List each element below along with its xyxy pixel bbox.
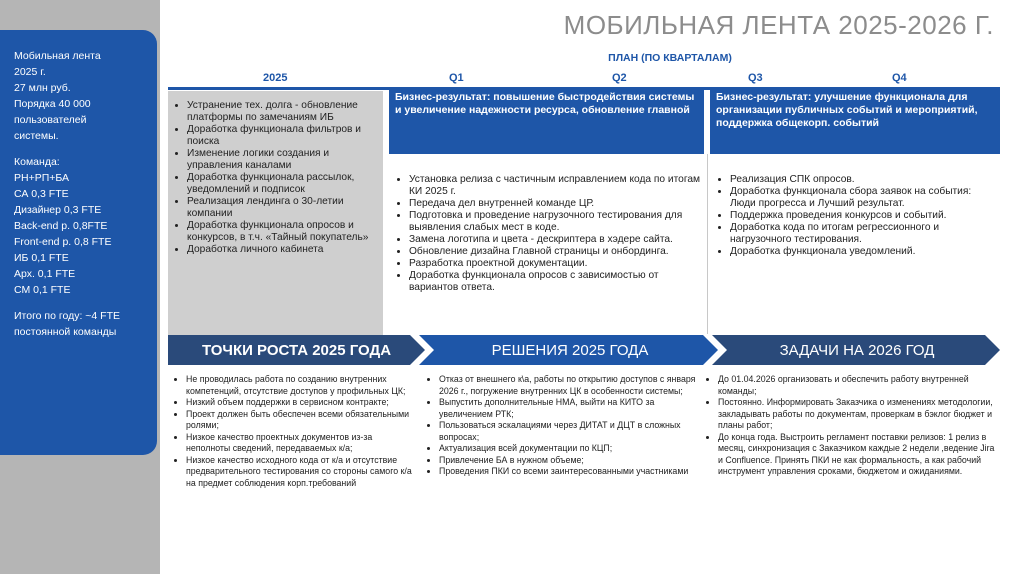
list-item: • Низкий объем поддержки в сервисном контракте; xyxy=(186,397,412,409)
list-item: • Поддержка проведения конкурсов и событий. xyxy=(730,210,998,222)
tasks-list xyxy=(704,374,996,566)
business-result-header-q1q2: Бизнес-результат: повышение быстродействия системы и увеличение надежности ресурса, обновление главной xyxy=(389,90,704,154)
business-result-header-q3q4: Бизнес-результат: улучшение функционала для организации публичных событий и мероприятий, поддержка общекорп. событий xyxy=(710,90,1000,154)
growth-points-list xyxy=(172,374,412,566)
list-item: • До 01.04.2026 организовать и обеспечить работу внутренней команды; xyxy=(718,374,996,397)
column-header-q2: Q2 xyxy=(612,72,627,84)
sidebar-line: Back-end р. 0,8FTE xyxy=(14,220,108,232)
list-item: • Не проводилась работа по созданию внутренних компетенций, отсутствие доступов у профильных ЦК; xyxy=(186,374,412,397)
sidebar-line: постоянной команды xyxy=(14,326,117,338)
sidebar-line: пользователей xyxy=(14,114,87,126)
sidebar-line: СМ 0,1 FTE xyxy=(14,284,71,296)
list-item: • Устранение тех. долга - обновление платформы по замечаниям ИБ xyxy=(187,100,381,124)
sidebar-line: Арх. 0,1 FTE xyxy=(14,268,76,280)
column-q3q4-list xyxy=(716,174,998,334)
sidebar-line: ИБ 0,1 FTE xyxy=(14,252,69,264)
plan-label: ПЛАН (ПО КВАРТАЛАМ) xyxy=(608,52,732,64)
list-item: • Привлечение БА в нужном объеме; xyxy=(439,455,705,467)
list-item: • Доработка функционала сбора заявок на события: Люди прогресса и Лучший результат. xyxy=(730,186,998,210)
column-header-2025: 2025 xyxy=(263,72,288,84)
list-item: • Доработка функционала опросов с зависимостью от вариантов ответа. xyxy=(409,270,705,294)
list-item: • Установка релиза с частичным исправлением кода по итогам КИ 2025 г. xyxy=(409,174,705,198)
list-item: • Реализация лендинга о 30-летии компании xyxy=(187,196,381,220)
list-item: • Доработка личного кабинета xyxy=(187,244,381,256)
list-item: • Обновление дизайна Главной страницы и онбординга. xyxy=(409,246,705,258)
list-item: • Выпустить дополнительные НМА, выйти на КИТО за увеличением РТК; xyxy=(439,397,705,420)
list-item: • Доработка функционала опросов и конкурсов, в т.ч. «Тайный покупатель» xyxy=(187,220,381,244)
column-header-q4: Q4 xyxy=(892,72,907,84)
sidebar-line: РН+РП+БА xyxy=(14,172,70,184)
arrow-solutions-label: РЕШЕНИЯ 2025 ГОДА xyxy=(491,342,649,359)
sidebar-line: системы. xyxy=(14,130,59,142)
list-item: • Проведения ПКИ со всеми заинтересованными участниками xyxy=(439,466,705,478)
page-title: МОБИЛЬНАЯ ЛЕНТА 2025-2026 Г. xyxy=(563,10,994,40)
sidebar-line: 2025 г. xyxy=(14,66,46,78)
column-header-q3: Q3 xyxy=(748,72,763,84)
list-item: • Разработка проектной документации. xyxy=(409,258,705,270)
list-item: • Доработка функционала рассылок, уведомлений и подписок xyxy=(187,172,381,196)
list-item: • Реализация СПК опросов. xyxy=(730,174,998,186)
sidebar-line: Команда: xyxy=(14,156,60,168)
list-item: • Актуализация всей документации по КЦП; xyxy=(439,443,705,455)
list-item: • До конца года. Выстроить регламент поставки релизов: 1 релиз в месяц, синхронизация с Заказчиком каждые 2 недели ,ведение Jira и Confluence. Принять ПКИ не как формальность, а как рабочий инструмент управления сроками, бюджетом и ожиданиями. xyxy=(718,432,996,478)
list-item: • Доработка функционала фильтров и поиска xyxy=(187,124,381,148)
sidebar-line: Порядка 40 000 xyxy=(14,98,91,110)
arrow-growth-label: ТОЧКИ РОСТА 2025 ГОДА xyxy=(201,342,392,359)
sidebar-line: Итого по году: ~4 FTE xyxy=(14,310,121,322)
sidebar-line: СА 0,3 FTE xyxy=(14,188,69,200)
sidebar-line: Дизайнер 0,3 FTE xyxy=(14,204,102,216)
list-item: • Низкое качество исходного кода от к/а и отсутствие предварительного тестирования со стороны самого к/а на предмет соблюдения корп.требований xyxy=(186,455,412,490)
list-item: • Постоянно. Информировать Заказчика о изменениях методологии, закладывать работы по документам, проверкам в бэклог бюджет и планы работ; xyxy=(718,397,996,432)
sidebar-summary xyxy=(0,30,157,455)
list-item: • Замена логотипа и цвета - дескриптера в хэдере сайта. xyxy=(409,234,705,246)
column-separator xyxy=(707,154,708,334)
arrow-tasks-label: ЗАДАЧИ НА 2026 ГОД xyxy=(779,342,935,359)
list-item: • Проект должен быть обеспечен всеми обязательными ролями; xyxy=(186,409,412,432)
list-item: • Отказ от внешнего к\а, работы по открытию доступов с января 2026 г., погружение внутренних ЦК в особенности системы; xyxy=(439,374,705,397)
solutions-list xyxy=(425,374,705,566)
column-2025-list xyxy=(173,100,381,334)
list-item: • Подготовка и проведение нагрузочного тестирования для выявления слабых мест в коде. xyxy=(409,210,705,234)
column-header-q1: Q1 xyxy=(449,72,464,84)
list-item: • Низкое качество проектных документов из-за неполноты сведений, передаваемых к/а; xyxy=(186,432,412,455)
list-item: • Пользоваться эскалациями через ДИТАТ и ДЦТ в сложных вопросах; xyxy=(439,420,705,443)
list-item: • Изменение логики создания и управления каналами xyxy=(187,148,381,172)
sidebar-line: Front-end р. 0,8 FTE xyxy=(14,236,112,248)
list-item: • Доработка кода по итогам регрессионного и нагрузочного тестирования. xyxy=(730,222,998,246)
column-q1q2-list xyxy=(395,174,705,336)
sidebar-line: Мобильная лента xyxy=(14,50,101,62)
list-item: • Передача дел внутренней команде ЦР. xyxy=(409,198,705,210)
sidebar-line: 27 млн руб. xyxy=(14,82,71,94)
list-item: • Доработка функционала уведомлений. xyxy=(730,246,998,258)
